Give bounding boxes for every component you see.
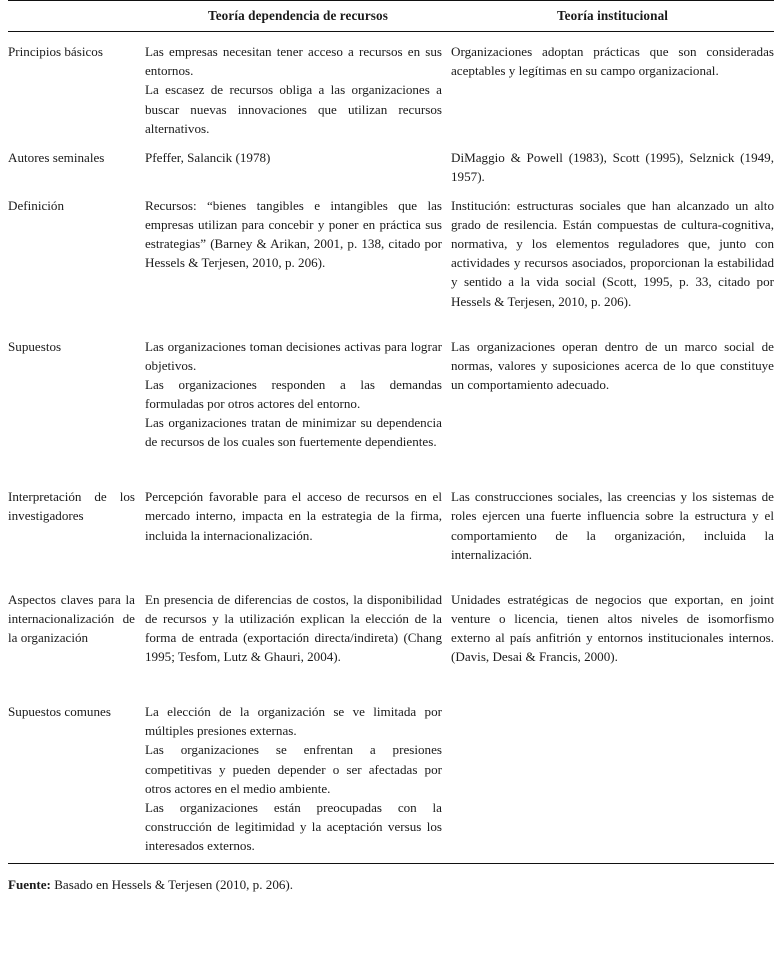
source-note (8, 876, 774, 894)
paragraph: Recursos: “bienes tangibles e intangibles que las empresas utilizan para concebir y poner en práctica sus estrategias” (Barney & Arikan, 2001, p. 138, citado por Hessels & Terjesen, 2010, p. 206). (145, 198, 442, 271)
row-label-text: Supuestos comunes (8, 704, 111, 720)
paragraph: Percepción favorable para el acceso de recursos en el mercado interno, impacta en la estrategia de la firma, incluida la internacionalización. (145, 489, 442, 543)
spacer-cell (451, 311, 774, 327)
paragraph: La escasez de recursos obliga a las organizaciones a buscar nuevas innovaciones que utilizan recursos alternativos. (145, 82, 442, 136)
row-cell-column-a (145, 327, 451, 452)
paragraph: En presencia de diferencias de costos, la disponibilidad de recursos y la utilización explican la elección de la forma de entrada (exportación directa/indireta) (Chang 1995; Tesfom, Lutz & Ghauri, 2004). (145, 591, 442, 665)
table-row (8, 186, 774, 311)
row-label (8, 477, 145, 563)
row-label-text: Principios básicos (8, 44, 103, 60)
row-cell-column-a (145, 477, 451, 563)
row-cell-column-b (451, 477, 774, 563)
row-label (8, 32, 145, 138)
table-header-row (8, 1, 774, 32)
row-cell-column-a (145, 138, 451, 186)
spacer-cell (145, 564, 451, 580)
row-spacer (8, 451, 774, 477)
spacer-cell (451, 666, 774, 692)
row-label (8, 580, 145, 666)
paragraph: Las organizaciones responden a las demandas formuladas por otros actores del entorno. (145, 376, 442, 412)
spacer-cell (8, 666, 145, 692)
row-label (8, 186, 145, 311)
table-body (8, 32, 774, 864)
paragraph: Las empresas necesitan tener acceso a recursos en sus entornos. (145, 44, 442, 79)
row-cell-column-a (145, 580, 451, 666)
row-cell-column-b (451, 186, 774, 311)
row-cell-column-b (451, 692, 774, 863)
row-spacer (8, 666, 774, 692)
spacer-cell (8, 564, 145, 580)
row-cell-column-b (451, 32, 774, 138)
row-cell-column-b (451, 327, 774, 452)
comparison-table (8, 0, 774, 864)
spacer-cell (145, 451, 451, 477)
paragraph: Pfeffer, Salancik (1978) (145, 149, 271, 165)
paragraph: Las organizaciones toman decisiones activas para lograr objetivos. (145, 338, 442, 373)
table-row (8, 477, 774, 563)
paragraph: Las organizaciones están preocupadas con la construcción de legitimidad y la aceptación versus los interesados externos. (145, 799, 442, 853)
source-text: Basado en Hessels & Terjesen (2010, p. 206). (50, 877, 294, 893)
row-cell-column-a (145, 186, 451, 311)
paragraph: Las organizaciones tratan de minimizar su dependencia de recursos de los cuales son fuertemente dependientes. (145, 415, 442, 450)
paragraph: DiMaggio & Powell (1983), Scott (1995), Selznick (1949, 1957). (451, 149, 774, 184)
spacer-cell (451, 564, 774, 580)
row-label-text: Definición (8, 198, 64, 214)
row-cell-column-b (451, 138, 774, 186)
table-row (8, 32, 774, 138)
row-spacer (8, 564, 774, 580)
paragraph: Las organizaciones operan dentro de un marco social de normas, valores y suposiciones acerca de lo que constituye un comportamiento adecuado. (451, 338, 774, 392)
table-row (8, 327, 774, 452)
row-label-text: Autores seminales (8, 149, 105, 165)
paragraph: Las organizaciones se enfrentan a presiones competitivas y pueden depender o ser afectadas por otros actores en el medio ambiente. (145, 742, 442, 796)
row-label-text: Aspectos claves para la internacionalización de la organización (8, 591, 135, 645)
table-header (8, 1, 774, 32)
spacer-cell (145, 311, 451, 327)
spacer-cell (145, 666, 451, 692)
paragraph: Institución: estructuras sociales que han alcanzado un alto grado de resilencia. Están compuestas de cultura-cognitiva, normativa, y los elementos reguladores que, junto con actividades y recursos asociados, proporcionan la estabilidad y sentido a la vida social (Scott, 1995, p. 33, citado por Hessels & Terjesen, 2010, p. 206). (451, 198, 774, 309)
paragraph: Organizaciones adoptan prácticas que son consideradas aceptables y legítimas en su campo organizacional. (451, 44, 774, 79)
row-cell-column-a (145, 692, 451, 863)
source-label: Fuente: (8, 877, 51, 893)
paragraph: Unidades estratégicas de negocios que exportan, en joint venture o licencia, tienen altos niveles de isomorfismo externo al país anfitrión y entornos institucionales internos. (Davis, Desai & Francis, 2000). (451, 591, 774, 665)
table-row (8, 692, 774, 863)
row-label (8, 327, 145, 452)
row-spacer (8, 311, 774, 327)
row-cell-column-b (451, 580, 774, 666)
row-label (8, 692, 145, 863)
spacer-cell (8, 311, 145, 327)
row-label (8, 138, 145, 186)
row-label-text: Supuestos (8, 338, 62, 354)
table-row (8, 580, 774, 666)
header-column-b: Teoría institucional (556, 8, 669, 23)
header-label-column (8, 1, 145, 32)
row-cell-column-a (145, 32, 451, 138)
row-label-text: Interpretación de los investigadores (8, 489, 135, 524)
paragraph: La elección de la organización se ve limitada por múltiples presiones externas. (145, 704, 442, 739)
header-column-a: Teoría dependencia de recursos (208, 8, 388, 23)
table-row (8, 138, 774, 186)
spacer-cell (451, 451, 774, 477)
paragraph: Las construcciones sociales, las creencias y los sistemas de roles ejercen una fuerte influencia sobre la estructura y el comportamiento de la organización, incluida la internalización. (451, 489, 774, 562)
spacer-cell (8, 451, 145, 477)
